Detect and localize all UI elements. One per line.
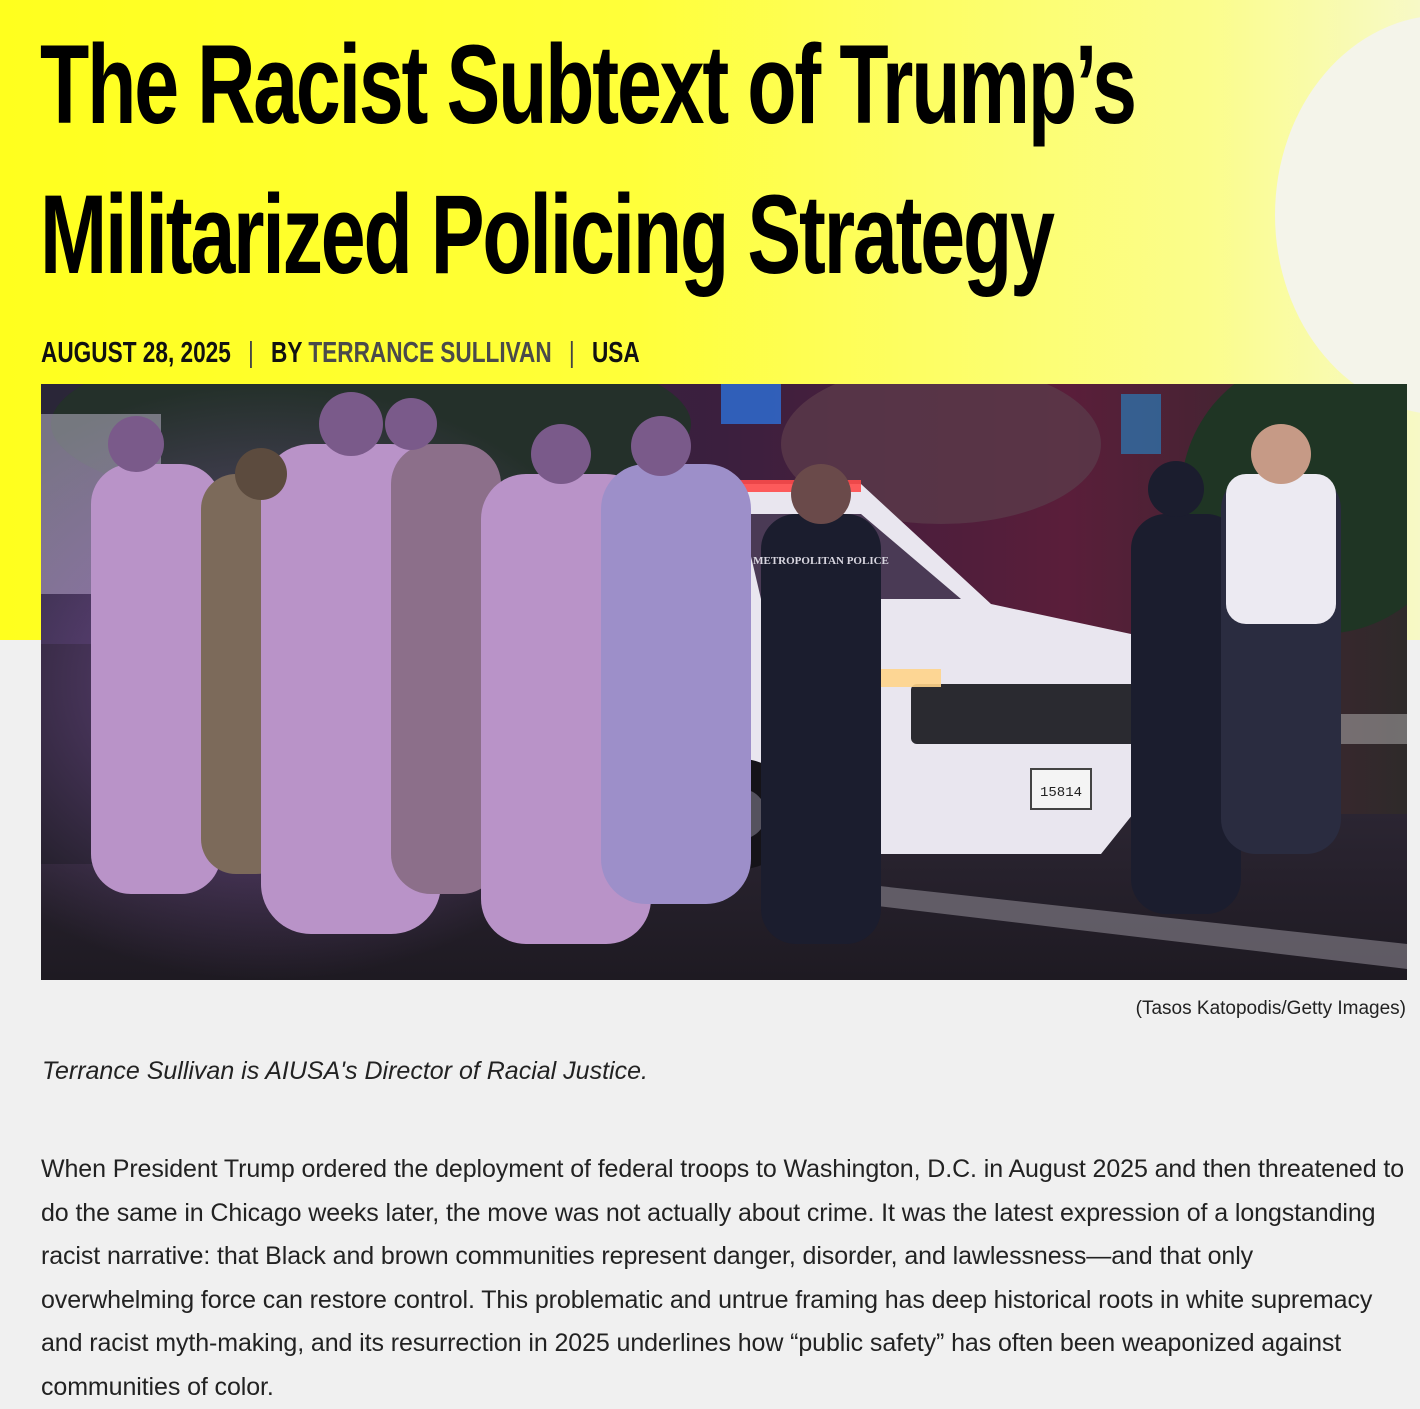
author-note: Terrance Sullivan is AIUSA's Director of Racial Justice.	[42, 1057, 648, 1085]
by-label: BY	[271, 337, 303, 369]
article-photo	[41, 384, 1407, 980]
article-byline	[41, 334, 640, 372]
license-plate: 15814	[1039, 785, 1083, 801]
author-link[interactable]: TERRANCE SULLIVAN	[308, 337, 552, 369]
police-vest-text: METROPOLITAN POLICE	[753, 555, 889, 567]
section-link[interactable]: USA	[591, 337, 640, 369]
byline-separator: |	[568, 337, 575, 369]
article-date: AUGUST 28, 2025	[41, 337, 231, 369]
byline-separator: |	[248, 337, 254, 369]
article-paragraph: When President Trump ordered the deployment of federal troops to Washington, D.C. in August 2025 and then threatened to do the same in Chicago weeks later, the move was not actually about crime. It was the latest expression of a longstanding racist narrative: that Black and brown communities represent danger, disorder, and lawlessness—and that only overwhelming force can restore control. This problematic and untrue framing has deep historical roots in white supremacy and racist myth-making, and its resurrection in 2025 underlines how “public safety” has often been weaponized against communities of color.	[41, 1155, 1405, 1401]
photo-caption: (Tasos Katopodis/Getty Images)	[1135, 998, 1406, 1019]
article-title: The Racist Subtext of Trump’s Militarized Policing Strategy	[40, 22, 1135, 297]
